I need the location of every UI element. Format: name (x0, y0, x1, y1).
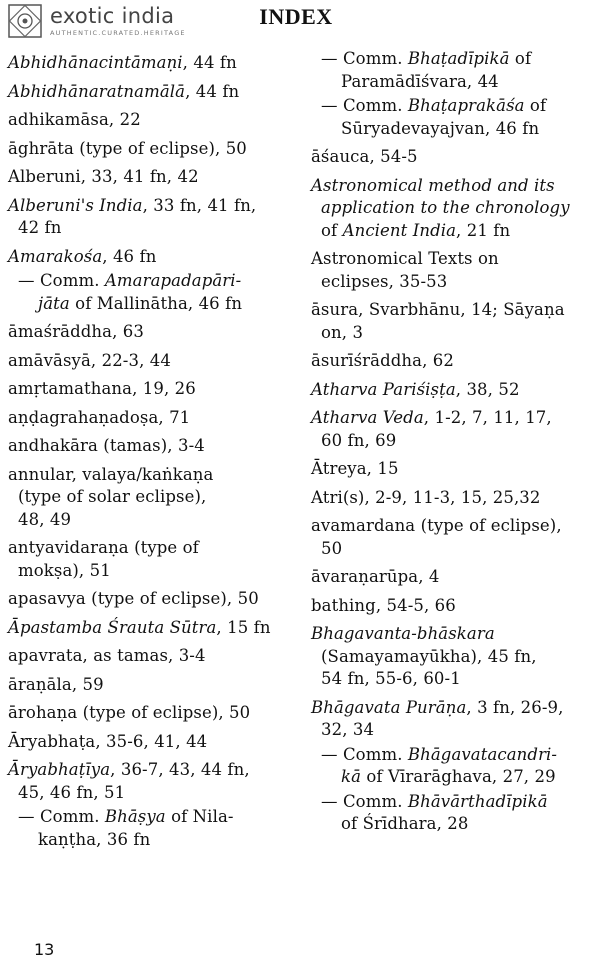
entry-line: jāta of Mallinātha, 46 fn (38, 293, 243, 313)
index-entry (8, 435, 298, 458)
entry-line: 60 fn, 69 (321, 430, 397, 450)
entry-line: Abhidhānaratnamālā, 44 fn (8, 81, 240, 101)
entry-line: Abhidhānacintāmaṇi, 44 fn (8, 53, 237, 72)
entry-line: amāvāsyā, 22-3, 44 (8, 350, 171, 370)
entry-line: — Comm. Bhaṭadīpikā of (321, 49, 532, 68)
entry-line: ārohaṇa (type of eclipse), 50 (8, 703, 251, 722)
entry-line: (type of solar eclipse), (18, 487, 207, 506)
index-entry (8, 195, 298, 240)
index-entry (311, 146, 595, 169)
entry-line: Atri(s), 2-9, 11-3, 15, 25,32 (311, 487, 541, 507)
page-number: 13 (34, 940, 55, 959)
index-subentry (8, 270, 298, 315)
entry-line: 42 fn (18, 218, 62, 237)
entry-line: of Śrīdhara, 28 (341, 814, 469, 833)
index-entry (8, 109, 298, 132)
entry-line: Astronomical method and its (311, 175, 555, 195)
index-entry (311, 566, 595, 589)
entry-line: Bhagavanta-bhāskara (311, 624, 495, 643)
index-entry (311, 458, 595, 481)
entry-line: kā of Vīrarāghava, 27, 29 (341, 767, 556, 786)
entry-line: annular, valaya/kaṅkaṇa (8, 464, 214, 484)
entry-line: Āryabhaṭīya, 36-7, 43, 44 fn, (8, 760, 250, 779)
entry-line: Āryabhaṭa, 35-6, 41, 44 (8, 731, 208, 751)
entry-line: Atharva Veda, 1-2, 7, 11, 17, (311, 408, 552, 427)
entry-line: eclipses, 35-53 (321, 271, 448, 291)
entry-line: — Comm. Amarapadapāri- (18, 271, 242, 290)
index-entry (8, 321, 298, 344)
entry-line: application to the chronology (321, 198, 570, 217)
entry-line: Ātreya, 15 (311, 459, 399, 478)
entry-line: Alberuni, 33, 41 fn, 42 (8, 167, 199, 186)
index-entry (8, 407, 298, 430)
index-column-right (311, 49, 595, 842)
entry-line: kaṇṭha, 36 fn (38, 829, 151, 849)
entry-line: 54 fn, 55-6, 60-1 (321, 669, 461, 688)
index-column-left (8, 52, 298, 857)
entry-line: bathing, 54-5, 66 (311, 595, 456, 615)
index-entry (8, 674, 298, 697)
index-entry (8, 350, 298, 373)
entry-line: amṛtamathana, 19, 26 (8, 379, 196, 398)
index-entry (8, 588, 298, 611)
entry-line: — Comm. Bhaṭaprakāśa of (321, 96, 547, 115)
entry-line: Sūryadevayajvan, 46 fn (341, 118, 540, 138)
entry-line: (Samayamayūkha), 45 fn, (321, 646, 537, 666)
index-entry (311, 407, 595, 452)
entry-line: — Comm. Bhāgavatacandri- (321, 744, 558, 764)
entry-line: apasavya (type of eclipse), 50 (8, 589, 259, 608)
entry-line: apavrata, as tamas, 3-4 (8, 646, 206, 665)
entry-line: Paramādīśvara, 44 (341, 71, 499, 91)
index-entry (311, 595, 595, 618)
index-entry (8, 246, 298, 269)
index-entry (8, 537, 298, 582)
entry-line: Amarakośa, 46 fn (8, 246, 157, 266)
page-title: INDEX (259, 4, 333, 29)
entry-line: Āpastamba Śrauta Sūtra, 15 fn (8, 617, 271, 637)
index-entry (311, 299, 595, 344)
index-entry (8, 702, 298, 725)
entry-line: āghrāta (type of eclipse), 50 (8, 138, 247, 158)
index-entry (311, 350, 595, 373)
entry-line: āvaraṇarūpa, 4 (311, 567, 440, 586)
entry-line: 48, 49 (18, 509, 72, 529)
index-entry (311, 515, 595, 560)
entry-line: aṇḍagrahaṇadoṣa, 71 (8, 407, 191, 427)
entry-line: 32, 34 (321, 720, 375, 739)
entry-line: āsura, Svarbhānu, 14; Sāyaṇa (311, 300, 565, 319)
index-entry (311, 697, 595, 742)
index-entry (311, 379, 595, 402)
entry-line: antyavidaraṇa (type of (8, 538, 199, 557)
index-subentry (8, 806, 298, 851)
entry-line: on, 3 (321, 322, 364, 342)
index-subentry (311, 744, 595, 789)
index-entry (8, 464, 298, 532)
brand-name: exotic india (50, 3, 175, 28)
entry-line: āśauca, 54-5 (311, 147, 418, 166)
index-subentry (311, 48, 595, 93)
entry-line: Alberuni's India, 33 fn, 41 fn, (8, 195, 257, 215)
entry-line: avamardana (type of eclipse), (311, 516, 562, 535)
mandala-icon (8, 4, 42, 38)
entry-line: Astronomical Texts on (311, 249, 499, 268)
index-subentry (311, 95, 595, 140)
entry-line: of Ancient India, 21 fn (321, 220, 511, 240)
entry-line: mokṣa), 51 (18, 560, 111, 580)
index-entry (8, 138, 298, 161)
entry-line: āmaśrāddha, 63 (8, 322, 144, 341)
index-entry (311, 623, 595, 691)
brand-tagline: AUTHENTIC.CURATED.HERITAGE (50, 28, 186, 37)
index-entry (8, 731, 298, 754)
index-entry (8, 52, 298, 75)
index-entry (8, 378, 298, 401)
index-entry (8, 617, 298, 640)
index-entry (8, 166, 298, 189)
entry-line: āraṇāla, 59 (8, 674, 104, 694)
index-entry (311, 175, 595, 243)
entry-line: āsurīśrāddha, 62 (311, 351, 454, 370)
index-entry (311, 487, 595, 510)
index-entry (8, 759, 298, 804)
entry-line: 50 (321, 538, 343, 558)
entry-line: Bhāgavata Purāṇa, 3 fn, 26-9, (311, 697, 564, 717)
brand-logo[interactable] (8, 4, 186, 38)
entry-line: adhikamāsa, 22 (8, 110, 141, 129)
entry-line: Atharva Pariśiṣṭa, 38, 52 (311, 379, 520, 399)
entry-line: — Comm. Bhāvārthadīpikā (321, 791, 548, 811)
entry-line: andhakāra (tamas), 3-4 (8, 436, 205, 455)
index-entry (8, 645, 298, 668)
index-subentry (311, 791, 595, 836)
entry-line: — Comm. Bhāṣya of Nila- (18, 807, 234, 826)
entry-line: 45, 46 fn, 51 (18, 782, 126, 802)
index-entry (8, 81, 298, 104)
index-entry (311, 248, 595, 293)
